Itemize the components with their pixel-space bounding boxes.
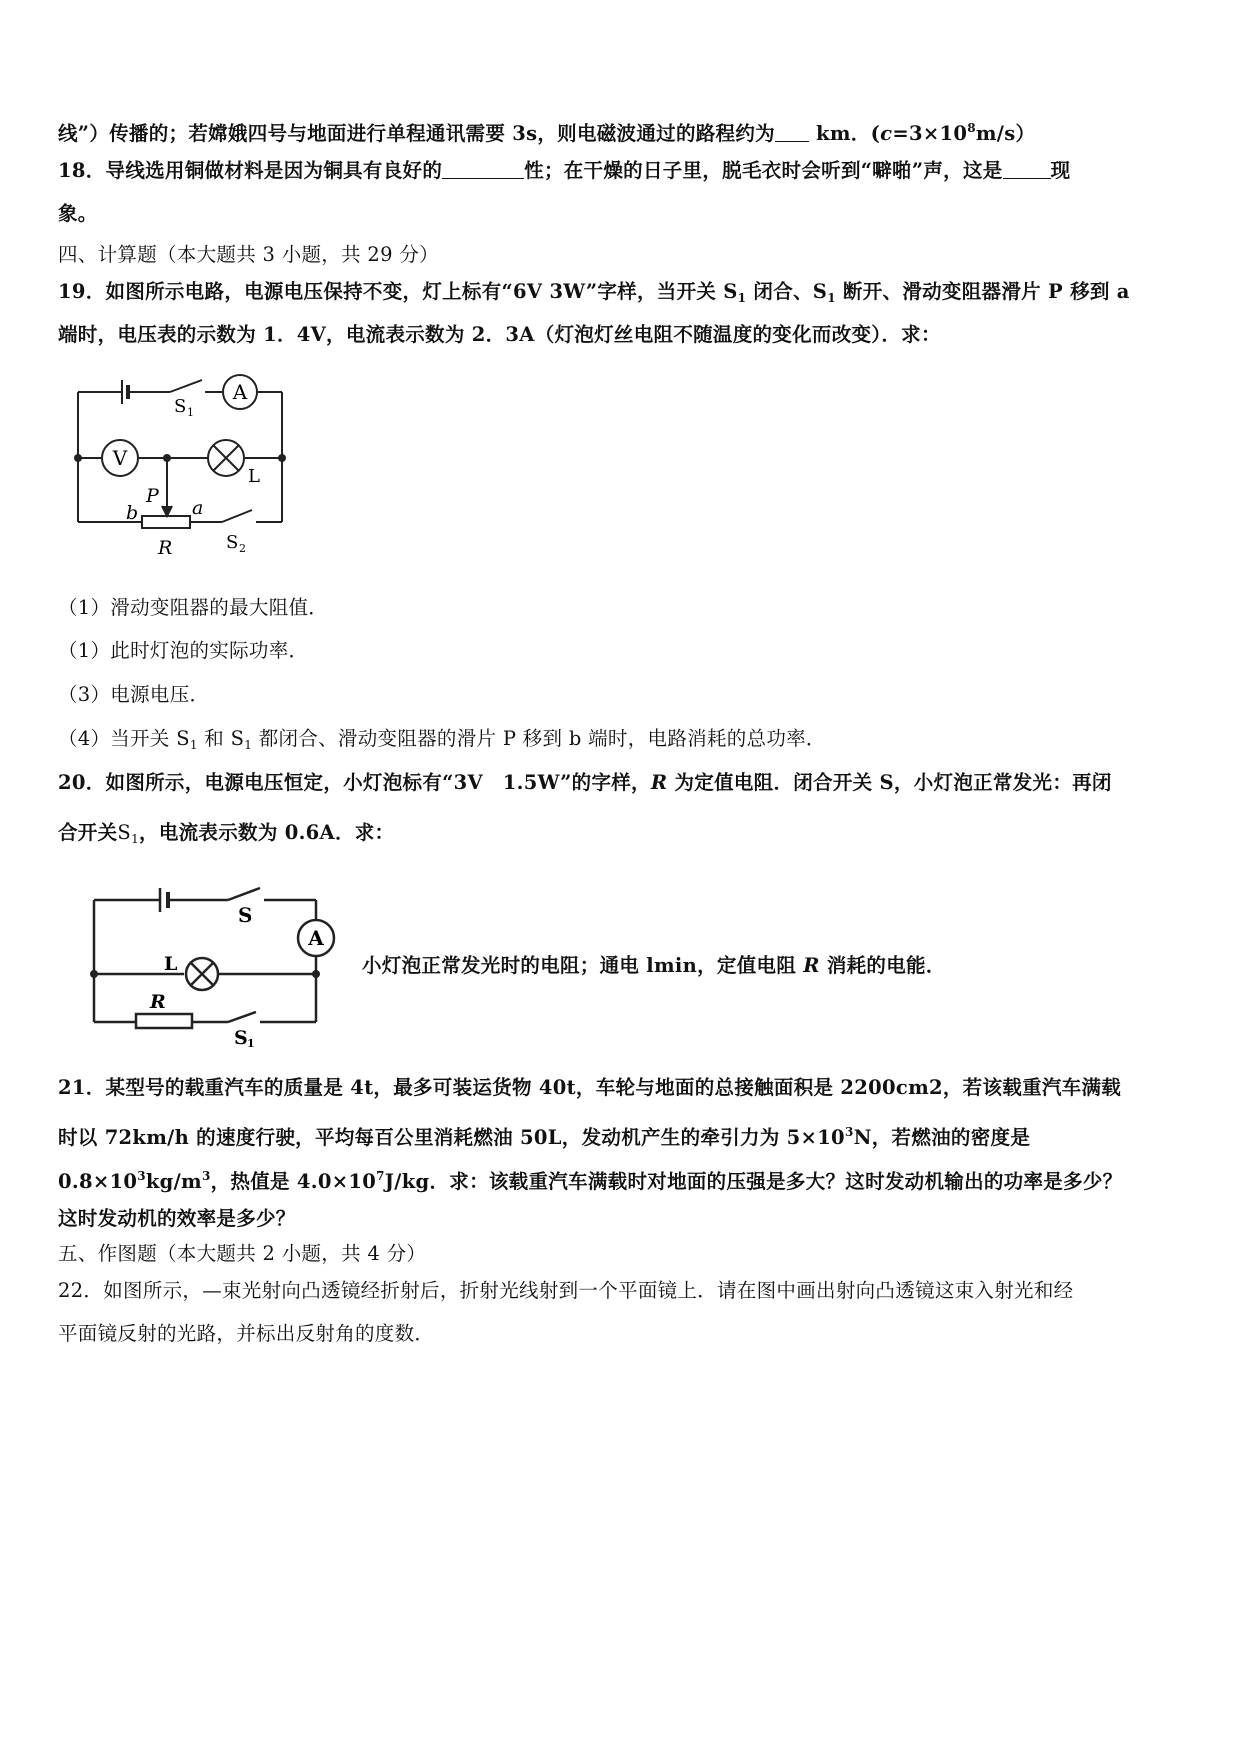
question-19-cont: 端时，电压表的示数为 1．4V，电流表示数为 2．3A（灯泡灯丝电阻不随温度的变化而改变）．求： xyxy=(58,323,941,346)
answer-blank[interactable] xyxy=(442,160,524,179)
question-19-item-2: （1）此时灯泡的实际功率． xyxy=(58,639,309,662)
question-20-cont: 合开关$S_1$，电流表示数为 0.6A．求： xyxy=(58,821,395,846)
ammeter-label: A xyxy=(232,380,248,404)
question-21: 21．某型号的载重汽车的质量是 4t，最多可装运货物 40t，车轮与地面的总接触面积是 2200cm2，若该载重汽车满载 xyxy=(58,1076,1122,1099)
question-19: 19．如图所示电路，电源电压保持不变，灯上标有“6V 3W”字样，当开关 $S_1$ 闭合、$S_1$ 断开、滑动变阻器滑片 P 移到 a xyxy=(58,280,1130,305)
answer-blank[interactable] xyxy=(1003,160,1051,179)
question-19-item-1: （1）滑动变阻器的最大阻值． xyxy=(58,596,329,619)
question-22-cont: 平面镜反射的光路，并标出反射角的度数． xyxy=(58,1322,435,1345)
end-b-label: b xyxy=(126,502,139,524)
circuit-figure-1 xyxy=(70,372,310,572)
question-19-item-4: （4）当开关 $S_1$ 和 $S_1$ 都闭合、滑动变阻器的滑片 P 移到 b 端时，电路消耗的总功率． xyxy=(58,727,826,752)
voltmeter-label: V xyxy=(112,446,128,470)
rheostat-label: R xyxy=(158,537,173,559)
slider-p-label: P xyxy=(146,485,159,507)
switch-s2-blade xyxy=(222,510,252,522)
lamp-label: L xyxy=(248,466,260,487)
question-21-cont-3: 这时发动机的效率是多少？ xyxy=(58,1207,296,1230)
lamp-label: L xyxy=(164,953,178,975)
switch-s-label: S xyxy=(238,903,253,927)
section-heading-4: 四、计算题（本大题共 3 小题，共 29 分） xyxy=(58,243,439,266)
question-21-cont-1: 时以 72km/h 的速度行驶，平均每百公里消耗燃油 50L，发动机产生的牵引力为 $5\times 10^3N$，若燃油的密度是 xyxy=(58,1125,1031,1149)
switch-s-blade xyxy=(228,888,260,900)
switch-s1-sub: 1 xyxy=(187,406,194,419)
circuit-figure-2 xyxy=(88,878,348,1048)
rheostat-symbol xyxy=(142,516,190,528)
switch-s2-label: S xyxy=(226,532,239,553)
question-19-item-3: （3）电源电压． xyxy=(58,683,210,706)
switch-s1-label: S xyxy=(234,1027,248,1048)
resistor-label: R xyxy=(150,991,166,1013)
switch-s1-blade xyxy=(170,380,202,392)
question-20: 20．如图所示，电源电压恒定，小灯泡标有“3V 1.5W”的字样，R 为定值电阻．闭合开关 S，小灯泡正常发光：再闭 xyxy=(58,771,1112,794)
switch-s2-sub: 2 xyxy=(239,542,246,555)
switch-s1-blade xyxy=(228,1012,256,1022)
switch-s1-label: S xyxy=(174,396,187,417)
question-21-cont-2: $0.8\times 10^3kg/m^3$，热值是 $4.0\times 10^7J/kg$．求：该载重汽车满载时对地面的压强是多大？这时发动机输出的功率是多少？ xyxy=(58,1169,1123,1193)
question-18-cont: 象。 xyxy=(58,202,98,225)
switch-s1-sub: 1 xyxy=(247,1037,255,1048)
resistor-symbol xyxy=(136,1014,192,1028)
question-18: 18．导线选用铜做材料是因为铜具有良好的 性；在干燥的日子里，脱毛衣时会听到“噼啪”声，这是 现 xyxy=(58,159,1071,182)
end-a-label: a xyxy=(192,497,204,519)
ammeter-label: A xyxy=(308,926,324,950)
answer-blank[interactable] xyxy=(775,123,809,142)
question-20-side-text: 小灯泡正常发光时的电阻；通电 lmin，定值电阻 R 消耗的电能． xyxy=(362,954,946,977)
section-heading-5: 五、作图题（本大题共 2 小题，共 4 分） xyxy=(58,1242,427,1265)
line-q17-continued: 线”）传播的；若嫦娥四号与地面进行单程通讯需要 3s，则电磁波通过的路程约为 km．$(c=3\times 10^8m/s)$ xyxy=(58,121,1036,145)
question-22: 22．如图所示，—束光射向凸透镜经折射后，折射光线射到一个平面镜上．请在图中画出射向凸透镜这束入射光和经 xyxy=(58,1279,1074,1302)
